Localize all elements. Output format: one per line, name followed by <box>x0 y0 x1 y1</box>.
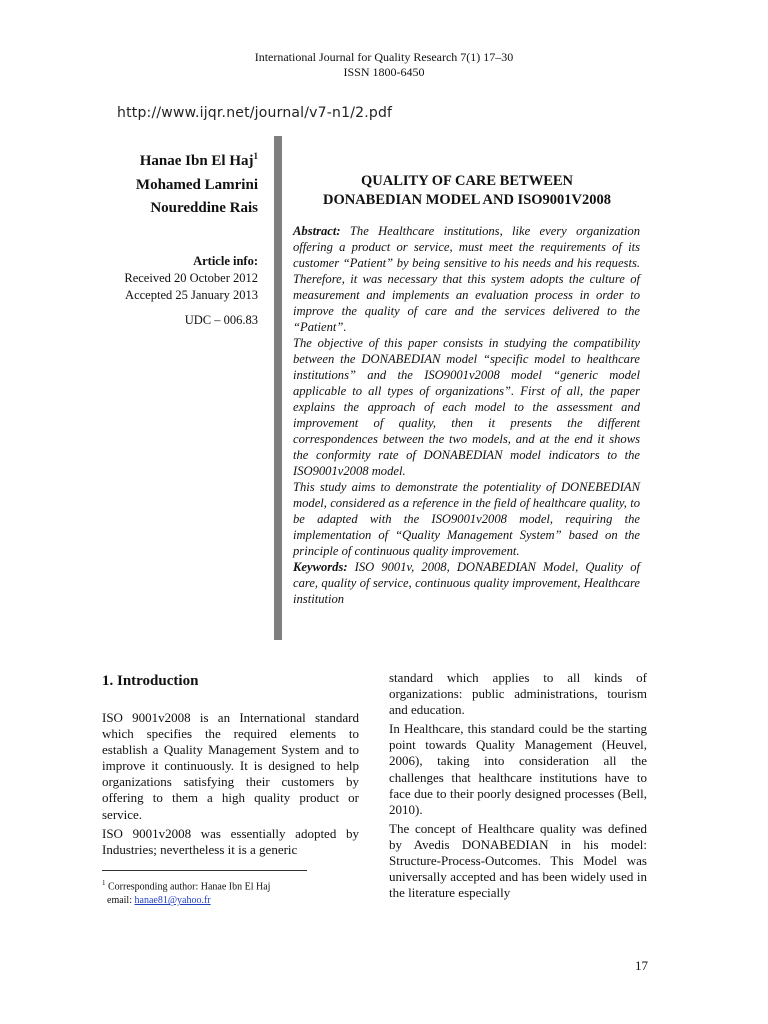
body-column-left <box>102 710 359 861</box>
paper-title-line: QUALITY OF CARE BETWEEN <box>360 173 574 189</box>
abstract-paragraph: This study aims to demonstrate the potentiality of DONEBEDIAN model, considered as a reference in the field of healthcare quality, to be adapted with the ISO9001v2008 model, requiring the implementation of “Quality Management System” based on the principle of continuous quality improvement. <box>293 480 640 558</box>
journal-header <box>0 50 768 80</box>
body-paragraph: ISO 9001v2008 is an International standard which specifies the required elements to establish a Quality Management System and to improve it continuously. It is designed to help organizations satisfying their customers by offering to them a high quality product or service. <box>102 710 359 822</box>
paper-title-line: DONABEDIAN MODEL AND ISO9001V2008 <box>322 192 612 208</box>
paper-title <box>292 172 642 210</box>
accepted-date: Accepted 25 January 2013 <box>125 288 258 302</box>
keywords: Keywords: ISO 9001v, 2008, DONABEDIAN Model, Quality of care, quality of service, continuous quality improvement, Healthcare institution <box>293 560 641 606</box>
author-name: Hanae Ibn El Haj$^1$ <box>139 151 258 169</box>
section-heading: 1. Introduction <box>102 673 199 689</box>
udc-code: UDC – 006.83 <box>184 313 258 327</box>
page-number: 17 <box>635 958 648 973</box>
footnote-marker: 1 <box>253 151 258 161</box>
abstract-paragraph: The objective of this paper consists in studying the compatibility between the DONABEDIAN model “specific model to healthcare institutions” and the ISO9001v2008 model “generic model applicable to all types of organizations”. First of all, the paper explains the approach of each model to the assessment and improvement of quality, then it presents the different correspondences between the two models, and at the end it shows the conformity rate of DONABEDIAN model indicators to the ISO9001v2008 model. <box>293 336 640 478</box>
abstract-paragraph: Abstract: The Healthcare institutions, like every organization offering a product or service, must meet the requirements of its customer “Patient” by being sensitive to his needs and his requests. Therefore, it was necessary that this system adopts the culture of measurement and implements an evaluation process in order to improve the quality of care and the services delivered to the “Patient”. <box>293 224 640 334</box>
footnote-divider <box>102 870 307 871</box>
article-info <box>124 253 258 304</box>
abstract-label: Abstract: <box>293 224 341 238</box>
journal-issn: ISSN 1800-6450 <box>343 65 425 79</box>
vertical-divider-bar <box>274 136 282 640</box>
body-paragraph: ISO 9001v2008 was essentially adopted by Industries; nevertheless it is a generic <box>102 825 359 857</box>
body-column-right <box>389 670 647 904</box>
footnote <box>102 876 270 908</box>
body-paragraph: standard which applies to all kinds of organizations: public administrations, tourism and education. <box>389 670 647 718</box>
author-name: Mohamed Lamrini <box>135 176 258 193</box>
abstract <box>293 223 640 607</box>
received-date: Received 20 October 2012 <box>124 271 258 285</box>
email-link[interactable]: hanae81@yahoo.fr <box>134 895 211 907</box>
footnote-author: $^1$ Corresponding author: Hanae Ibn El Haj <box>102 879 271 893</box>
author-list <box>136 150 258 221</box>
author-name: Noureddine Rais <box>150 200 258 216</box>
body-paragraph: The concept of Healthcare quality was defined by Avedis DONABEDIAN in his model: Structure-Process-Outcomes. This Model was universally accepted and has been widely used in the literature especially <box>389 820 647 901</box>
journal-citation: International Journal for Quality Research 7(1) 17–30 <box>254 50 514 64</box>
footnote-email: email: hanae81@yahoo.fr <box>107 895 211 907</box>
article-info-label: Article info: <box>193 254 258 268</box>
body-paragraph: In Healthcare, this standard could be the starting point towards Quality Management (Heuvel, 2006), taking into consideration all the challenges that healthcare institutions have to face due to their poorly designed processes (Bell, 2010). <box>389 721 647 817</box>
keywords-label: Keywords: <box>293 560 348 574</box>
article-url[interactable]: http://www.ijqr.net/journal/v7-n1/2.pdf <box>117 105 393 121</box>
